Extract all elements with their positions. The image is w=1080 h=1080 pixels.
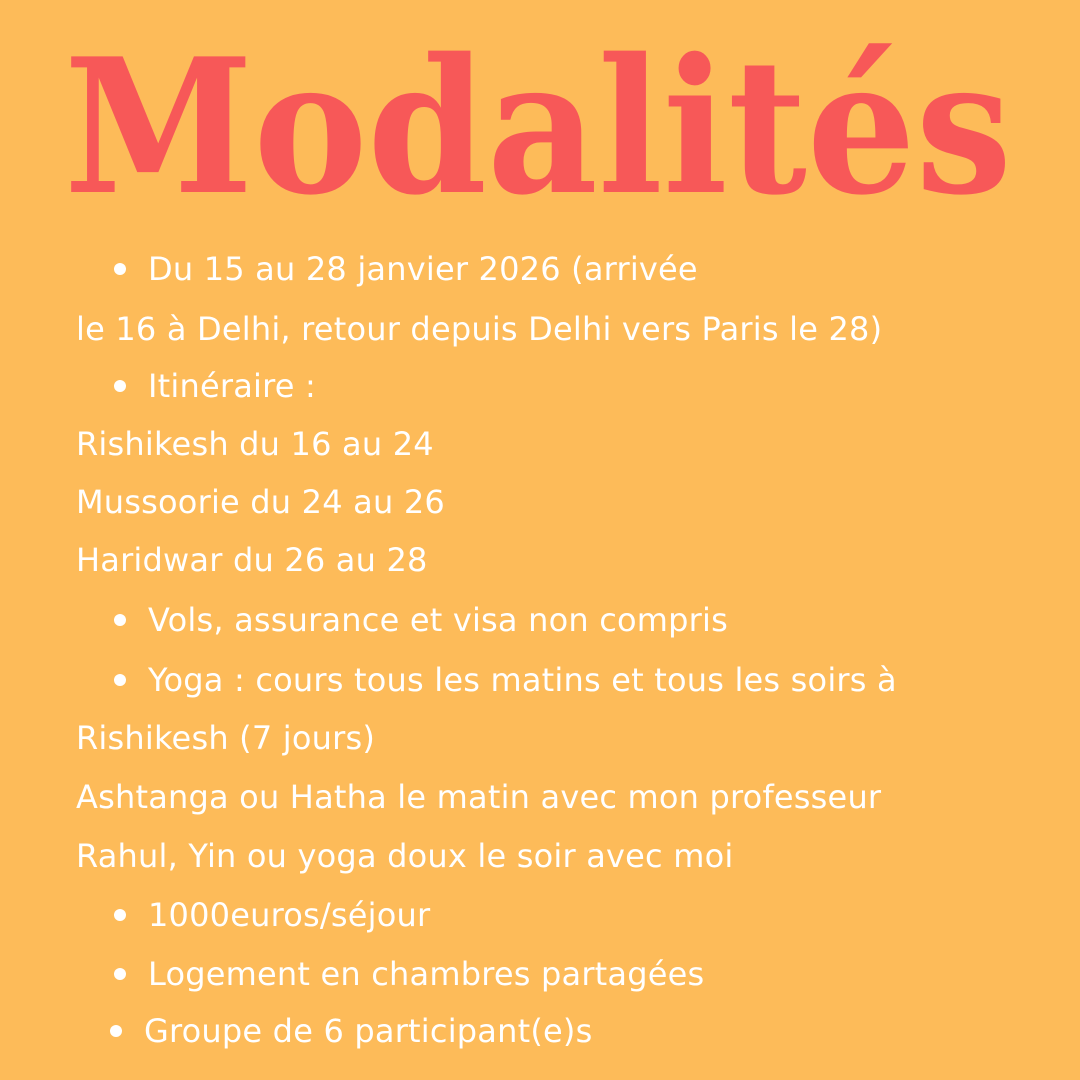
- itinerary-rishikesh: Rishikesh du 16 au 24: [76, 425, 434, 463]
- list-item-price: 1000euros/séjour: [148, 896, 431, 934]
- page-title: Modalités: [64, 17, 1012, 225]
- bullet-dot: [114, 674, 126, 686]
- bullet-dot: [114, 968, 126, 980]
- list-item-group: Groupe de 6 participant(e)s: [144, 1012, 593, 1050]
- list-item-not-included: Vols, assurance et visa non compris: [148, 601, 728, 639]
- list-item-yoga: Yoga : cours tous les matins et tous les soirs à: [148, 661, 897, 699]
- list-item-dates: Du 15 au 28 janvier 2026 (arrivée: [148, 250, 698, 288]
- bullet-dot: [114, 263, 126, 275]
- itinerary-mussoorie: Mussoorie du 24 au 26: [76, 483, 445, 521]
- bullet-dot: [114, 614, 126, 626]
- list-item-itinerary: Itinéraire :: [148, 367, 316, 405]
- yoga-duration: Rishikesh (7 jours): [76, 719, 376, 757]
- yoga-morning: Ashtanga ou Hatha le matin avec mon professeur: [76, 778, 882, 816]
- bullet-dot: [110, 1025, 122, 1037]
- bullet-dot: [114, 909, 126, 921]
- itinerary-haridwar: Haridwar du 26 au 28: [76, 541, 428, 579]
- bullet-dot: [114, 380, 126, 392]
- list-item-dates-continued: le 16 à Delhi, retour depuis Delhi vers Paris le 28): [76, 310, 883, 348]
- yoga-evening: Rahul, Yin ou yoga doux le soir avec moi: [76, 837, 734, 875]
- list-item-lodging: Logement en chambres partagées: [148, 955, 705, 993]
